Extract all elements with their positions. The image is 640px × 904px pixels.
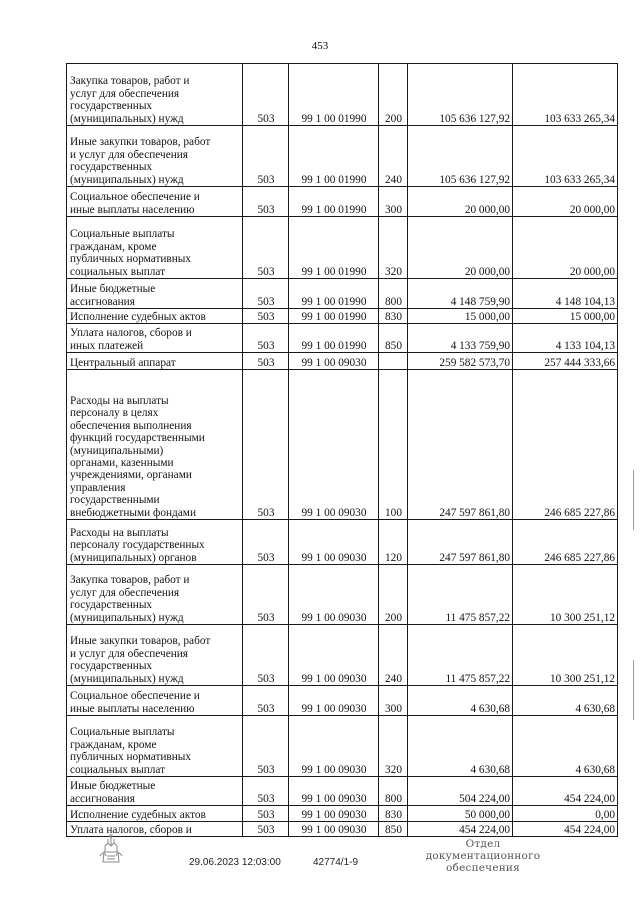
section-code-cell: 503 — [243, 716, 289, 777]
target-article-cell: 99 1 00 01990 — [289, 217, 379, 279]
amount-planned-cell: 15 000,00 — [408, 309, 513, 324]
amount-executed-cell: 454 224,00 — [513, 822, 618, 837]
row-name-cell: Иные бюджетные ассигнования — [67, 777, 243, 806]
expense-type-cell: 240 — [379, 625, 408, 686]
stamp-line-1: Отдел документационного — [425, 838, 541, 862]
target-article-cell: 99 1 00 01990 — [289, 309, 379, 324]
amount-executed-cell: 4 148 104,13 — [513, 279, 618, 309]
section-code-cell: 503 — [243, 187, 289, 217]
table-row — [67, 353, 618, 370]
expense-type-cell: 100 — [379, 370, 408, 520]
table-row — [67, 126, 618, 187]
expense-type-cell: 320 — [379, 217, 408, 279]
scan-edge-mark — [633, 470, 634, 530]
expense-type-cell: 200 — [379, 64, 408, 126]
section-code-cell: 503 — [243, 324, 289, 353]
row-name-cell: Социальные выплаты гражданам, кроме публичных нормативных социальных выплат — [67, 217, 243, 279]
row-name-cell: Иные бюджетные ассигнования — [67, 279, 243, 309]
department-stamp — [408, 838, 558, 874]
table-row — [67, 565, 618, 625]
stamp-line-2: обеспечения — [446, 862, 520, 874]
section-code-cell: 503 — [243, 353, 289, 370]
amount-planned-cell: 20 000,00 — [408, 217, 513, 279]
amount-planned-cell: 4 630,68 — [408, 716, 513, 777]
section-code-cell: 503 — [243, 217, 289, 279]
amount-planned-cell: 4 148 759,90 — [408, 279, 513, 309]
amount-executed-cell: 454 224,00 — [513, 777, 618, 806]
amount-executed-cell: 4 630,68 — [513, 716, 618, 777]
amount-planned-cell: 454 224,00 — [408, 822, 513, 837]
target-article-cell: 99 1 00 09030 — [289, 520, 379, 565]
table-row — [67, 822, 618, 837]
table-row — [67, 520, 618, 565]
table-row — [67, 64, 618, 126]
table-row — [67, 217, 618, 279]
section-code-cell: 503 — [243, 64, 289, 126]
expense-type-cell: 300 — [379, 686, 408, 716]
row-name-cell: Исполнение судебных актов — [67, 806, 243, 822]
table-row — [67, 625, 618, 686]
footer-doc-number: 42774/1-9 — [313, 857, 359, 868]
amount-executed-cell: 10 300 251,12 — [513, 565, 618, 625]
target-article-cell: 99 1 00 09030 — [289, 806, 379, 822]
expense-type-cell: 200 — [379, 565, 408, 625]
expense-type-cell: 320 — [379, 716, 408, 777]
section-code-cell: 503 — [243, 806, 289, 822]
row-name-cell: Закупка товаров, работ и услуг для обеспечения государственных (муниципальных) нужд — [67, 565, 243, 625]
table-row — [67, 309, 618, 324]
row-name-cell: Исполнение судебных актов — [67, 309, 243, 324]
amount-planned-cell: 504 224,00 — [408, 777, 513, 806]
section-code-cell: 503 — [243, 565, 289, 625]
amount-planned-cell: 4 133 759,90 — [408, 324, 513, 353]
amount-executed-cell: 257 444 333,66 — [513, 353, 618, 370]
row-name-cell: Иные закупки товаров, работ и услуг для обеспечения государственных (муниципальных) нужд — [67, 625, 243, 686]
section-code-cell: 503 — [243, 777, 289, 806]
target-article-cell: 99 1 00 09030 — [289, 686, 379, 716]
expense-type-cell: 800 — [379, 279, 408, 309]
amount-executed-cell: 4 630,68 — [513, 686, 618, 716]
amount-executed-cell: 103 633 265,34 — [513, 64, 618, 126]
row-name-cell: Социальное обеспечение и иные выплаты населению — [67, 187, 243, 217]
expense-type-cell: 830 — [379, 806, 408, 822]
section-code-cell: 503 — [243, 279, 289, 309]
target-article-cell: 99 1 00 09030 — [289, 353, 379, 370]
section-code-cell: 503 — [243, 309, 289, 324]
target-article-cell: 99 1 00 01990 — [289, 324, 379, 353]
section-code-cell: 503 — [243, 370, 289, 520]
amount-planned-cell: 50 000,00 — [408, 806, 513, 822]
amount-planned-cell: 247 597 861,80 — [408, 520, 513, 565]
section-code-cell: 503 — [243, 822, 289, 837]
table-row — [67, 716, 618, 777]
amount-planned-cell: 259 582 573,70 — [408, 353, 513, 370]
section-code-cell: 503 — [243, 520, 289, 565]
amount-executed-cell: 246 685 227,86 — [513, 520, 618, 565]
expense-type-cell: 850 — [379, 822, 408, 837]
amount-planned-cell: 11 475 857,22 — [408, 565, 513, 625]
expense-type-cell: 850 — [379, 324, 408, 353]
amount-executed-cell: 4 133 104,13 — [513, 324, 618, 353]
row-name-cell: Расходы на выплаты персоналу в целях обеспечения выполнения функций государственными (муниципальными) органами, казенными учреждениями, органами управления государственными внебюджетными фондами — [67, 370, 243, 520]
amount-executed-cell: 20 000,00 — [513, 217, 618, 279]
amount-planned-cell: 105 636 127,92 — [408, 126, 513, 187]
amount-executed-cell: 0,00 — [513, 806, 618, 822]
row-name-cell: Центральный аппарат — [67, 353, 243, 370]
row-name-cell: Закупка товаров, работ и услуг для обеспечения государственных (муниципальных) нужд — [67, 64, 243, 126]
target-article-cell: 99 1 00 01990 — [289, 64, 379, 126]
section-code-cell: 503 — [243, 126, 289, 187]
amount-executed-cell: 15 000,00 — [513, 309, 618, 324]
amount-planned-cell: 105 636 127,92 — [408, 64, 513, 126]
expense-type-cell: 830 — [379, 309, 408, 324]
row-name-cell: Уплата налогов, сборов и иных платежей — [67, 324, 243, 353]
scan-edge-mark — [633, 660, 634, 720]
target-article-cell: 99 1 00 01990 — [289, 187, 379, 217]
row-name-cell: Уплата налогов, сборов и — [67, 822, 243, 837]
amount-executed-cell: 103 633 265,34 — [513, 126, 618, 187]
amount-executed-cell: 20 000,00 — [513, 187, 618, 217]
amount-planned-cell: 20 000,00 — [408, 187, 513, 217]
footer-datetime: 29.06.2023 12:03:00 — [189, 857, 281, 868]
table-row — [67, 777, 618, 806]
table-row — [67, 686, 618, 716]
row-name-cell: Расходы на выплаты персоналу государственных (муниципальных) органов — [67, 520, 243, 565]
target-article-cell: 99 1 00 01990 — [289, 279, 379, 309]
amount-executed-cell: 10 300 251,12 — [513, 625, 618, 686]
page-number: 453 — [311, 40, 329, 52]
target-article-cell: 99 1 00 09030 — [289, 625, 379, 686]
table-row — [67, 370, 618, 520]
table-row — [67, 806, 618, 822]
target-article-cell: 99 1 00 09030 — [289, 777, 379, 806]
table-row — [67, 187, 618, 217]
budget-table — [66, 63, 618, 837]
table-row — [67, 279, 618, 309]
amount-planned-cell: 11 475 857,22 — [408, 625, 513, 686]
amount-planned-cell: 247 597 861,80 — [408, 370, 513, 520]
table-row — [67, 324, 618, 353]
expense-type-cell: 300 — [379, 187, 408, 217]
section-code-cell: 503 — [243, 625, 289, 686]
target-article-cell: 99 1 00 09030 — [289, 565, 379, 625]
target-article-cell: 99 1 00 09030 — [289, 822, 379, 837]
target-article-cell: 99 1 00 09030 — [289, 370, 379, 520]
row-name-cell: Иные закупки товаров, работ и услуг для обеспечения государственных (муниципальных) нужд — [67, 126, 243, 187]
expense-type-cell: 120 — [379, 520, 408, 565]
row-name-cell: Социальные выплаты гражданам, кроме публичных нормативных социальных выплат — [67, 716, 243, 777]
row-name-cell: Социальное обеспечение и иные выплаты населению — [67, 686, 243, 716]
amount-planned-cell: 4 630,68 — [408, 686, 513, 716]
target-article-cell: 99 1 00 01990 — [289, 126, 379, 187]
target-article-cell: 99 1 00 09030 — [289, 716, 379, 777]
amount-executed-cell: 246 685 227,86 — [513, 370, 618, 520]
expense-type-cell — [379, 353, 408, 370]
section-code-cell: 503 — [243, 686, 289, 716]
expense-type-cell: 240 — [379, 126, 408, 187]
coat-of-arms-icon — [94, 832, 128, 866]
expense-type-cell: 800 — [379, 777, 408, 806]
